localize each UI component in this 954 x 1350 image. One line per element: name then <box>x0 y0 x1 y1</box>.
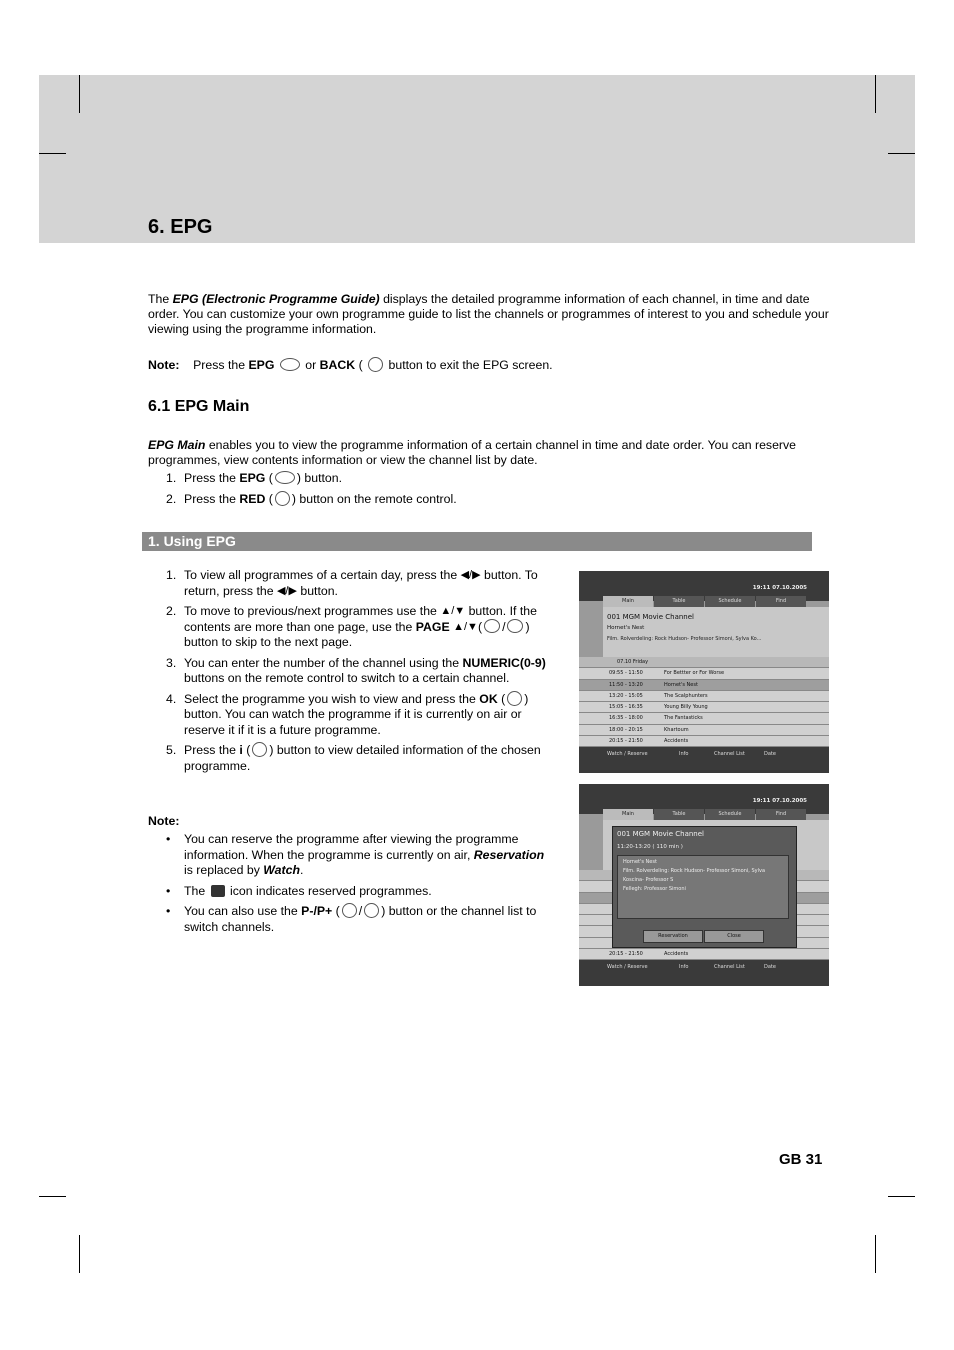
row-time: 16:35 - 18:00 <box>609 715 643 722</box>
note-post: button to exit the EPG screen. <box>385 358 553 372</box>
step-text: button to skip to the next page. <box>184 635 353 649</box>
dialog-time: 11:20-13:20 ( 110 min ) <box>617 844 683 850</box>
dialog-line: Fellegh: Professor Simoni <box>623 886 686 892</box>
watch-term: Watch <box>263 863 300 877</box>
list-item: 2. To move to previous/next programmes use the ▲/▼ button. If the contents are more than one page, use the PAGE ▲/▼( / ) button to skip to the next page. <box>166 604 537 649</box>
row-title: Hornet's Nest <box>664 681 698 688</box>
reserved-icon <box>211 885 225 897</box>
table-row[interactable] <box>579 713 829 724</box>
step-number: 4. <box>166 691 177 706</box>
step-number: 1. <box>166 471 177 485</box>
row-time: 13:20 - 15:05 <box>609 692 643 699</box>
page-up-button-icon <box>484 619 500 633</box>
table-row[interactable] <box>579 680 829 691</box>
epg-button-icon <box>280 358 300 371</box>
step-number: 5. <box>166 743 177 757</box>
tab-table[interactable]: Table <box>654 809 704 820</box>
row-title: Accidents <box>664 951 689 958</box>
list-item <box>166 656 556 687</box>
bullet-icon: • <box>166 832 171 846</box>
intro-pre: The <box>148 292 173 306</box>
tab-schedule[interactable]: Schedule <box>705 596 755 607</box>
row-title: Accidents <box>664 738 689 745</box>
bullet-icon: • <box>166 883 171 898</box>
epg-button-icon <box>275 471 295 484</box>
bullet-text: . <box>299 863 304 877</box>
section-intro <box>148 438 838 468</box>
note-pre: Press the <box>193 358 249 372</box>
up-down-arrows-icon: ▲/▼ <box>440 605 466 617</box>
hint-channel-list: Channel List <box>714 964 745 970</box>
hint-info: Info <box>679 964 689 970</box>
row-time: 15:05 - 16:35 <box>609 704 643 711</box>
step-key: RED <box>239 491 266 506</box>
p-plus-button-icon <box>364 903 379 918</box>
section-bar <box>142 532 812 551</box>
screen-clock: 19:11 07.10.2005 <box>752 585 807 591</box>
section-bar-title: 1. Using EPG <box>148 533 236 549</box>
section-intro-term: EPG Main <box>148 438 206 452</box>
step-text: Press the <box>184 471 240 485</box>
section-intro-text: enables you to view the programme information of a certain channel in time and date order. You can reserve programmes, view contents information or view the channel list by date. <box>148 438 797 467</box>
tab-main[interactable]: Main <box>603 596 653 608</box>
table-row[interactable] <box>579 691 829 702</box>
bullet-text: The <box>184 883 209 898</box>
reservation-term: Reservation <box>473 847 545 862</box>
hint-info: Info <box>679 751 689 757</box>
reservation-button[interactable]: Reservation <box>643 930 703 943</box>
row-time: 18:00 - 20:15 <box>609 726 643 733</box>
step-text: button. <box>296 583 338 598</box>
note-label: Note: <box>148 358 180 372</box>
left-right-arrows-icon: ◀/▶ <box>276 584 297 597</box>
step-number: 1. <box>166 568 177 582</box>
tab-table[interactable]: Table <box>654 596 704 607</box>
programme-list <box>579 657 829 747</box>
table-row[interactable] <box>579 725 829 736</box>
page-title: 6. EPG <box>148 216 213 238</box>
screen-footer <box>579 960 829 986</box>
row-title: For Bettter or For Worse <box>664 670 725 677</box>
hint-watch-reserve: Watch / Reserve <box>607 751 648 757</box>
crop-mark <box>39 153 66 154</box>
programme-title: Hornet's Nest <box>607 625 645 631</box>
row-time: 20:15 - 21:50 <box>609 738 643 745</box>
crop-mark <box>875 1235 876 1273</box>
list-item: 2. Press the RED ( ) button on the remote control. <box>166 491 457 506</box>
left-right-arrows-icon: ◀/▶ <box>460 569 481 581</box>
close-button[interactable]: Close <box>704 930 764 943</box>
list-item <box>166 832 556 879</box>
date-row[interactable]: 07.10 Friday <box>579 657 829 668</box>
intro-term: EPG (Electronic Programme Guide) <box>172 292 380 306</box>
note-or: or <box>301 358 320 372</box>
note-bullets <box>166 832 556 940</box>
hint-watch-reserve: Watch / Reserve <box>607 964 648 970</box>
step-text: buttons on the remote control to switch to a certain channel. <box>184 671 510 685</box>
row-title: Khartoum <box>664 726 689 733</box>
hint-channel-list: Channel List <box>714 751 745 757</box>
dialog-line: Film. Rolverdeling: Rock Hudson- Professor Simoni, Sylva <box>623 868 766 874</box>
p-key: P-/P+ <box>301 904 333 918</box>
numeric-key: NUMERIC(0-9) <box>462 655 546 670</box>
list-item: 5. Press the i ( ) button to view detailed information of the chosen programme. <box>166 743 541 773</box>
step-text: Press the <box>184 743 240 757</box>
step-text: button. You can watch the programme if it is currently on air or reserve it if it is a future programme. <box>184 707 522 737</box>
section-title: 6.1 EPG Main <box>148 398 250 415</box>
row-time: 09:55 - 11:50 <box>609 670 643 677</box>
step-text: To move to previous/next programmes use the <box>184 604 441 618</box>
bullet-text: is replaced by <box>184 863 264 877</box>
note-exit: Note: Press the EPG or BACK ( button to exit the EPG screen. <box>148 358 553 372</box>
list-item: 1. Press the EPG ( ) button. <box>166 471 342 485</box>
epg-detail-screenshot <box>579 784 829 986</box>
crop-mark <box>39 1196 66 1197</box>
list-item <box>166 884 556 900</box>
red-button-icon <box>275 491 290 506</box>
row-time: 11:50 - 13:20 <box>609 681 643 688</box>
step-text: To view all programmes of a certain day, press the <box>184 568 461 582</box>
step-text: Press the <box>184 491 240 506</box>
ok-button-icon <box>507 691 522 706</box>
row-title: The Scalphunters <box>664 692 708 699</box>
dialog-line: Koscina- Professor S <box>623 877 674 883</box>
epg-main-steps <box>166 471 457 509</box>
step-text: Select the programme you wish to view and press the <box>184 691 480 706</box>
up-down-arrows-icon: ▲/▼ <box>453 620 478 633</box>
epg-main-screenshot <box>579 571 829 773</box>
bullet-text: You can also use the <box>184 904 302 918</box>
table-row[interactable] <box>579 949 829 960</box>
step-key: EPG <box>239 471 266 485</box>
page-number: GB 31 <box>779 1151 823 1168</box>
page-key: PAGE <box>415 619 450 634</box>
row-time: 20:15 - 21:50 <box>609 951 643 958</box>
programme-description: Film. Rolverdeling: Rock Hudson- Professor Simoni, Sylva Ko... <box>607 636 762 642</box>
using-epg-list <box>166 568 556 779</box>
step-text: button on the remote control. <box>295 491 457 506</box>
bullet-icon: • <box>166 904 171 918</box>
bullet-text: button or the channel list to switch channels. <box>184 904 537 934</box>
table-row[interactable] <box>579 736 829 747</box>
tab-find[interactable]: Find <box>756 809 806 820</box>
tab-schedule[interactable]: Schedule <box>705 809 755 820</box>
step-text: button to view detailed information of the chosen programme. <box>184 743 541 773</box>
dialog-body <box>617 855 789 919</box>
note-heading: Note: <box>148 814 180 828</box>
dialog-line: Hornet's Nest <box>623 859 657 865</box>
page-down-button-icon <box>507 619 523 633</box>
list-item: • You can also use the P-/P+ ( / ) button or the channel list to switch channels. <box>166 904 537 934</box>
step-number: 3. <box>166 655 177 670</box>
step-text: button. <box>300 471 342 485</box>
screen-clock: 19:11 07.10.2005 <box>752 798 807 804</box>
table-row[interactable] <box>579 702 829 713</box>
crop-mark <box>875 75 876 113</box>
p-minus-button-icon <box>342 903 357 918</box>
row-title: The Fantasticks <box>664 715 703 722</box>
bullet-text: icon indicates reserved programmes. <box>226 883 432 898</box>
intro-post: displays the detailed programme information of each channel, in time and date order. You can customize your own programme guide to list the channels or programmes of interest to you and schedule your viewing using the programme information. <box>148 292 829 336</box>
crop-mark <box>79 1235 80 1273</box>
note-back: BACK <box>319 358 356 372</box>
tab-find[interactable]: Find <box>756 596 806 607</box>
hint-date: Date <box>764 964 776 970</box>
tab-main[interactable]: Main <box>603 809 653 821</box>
list-item: 4. Select the programme you wish to view and press the OK ( ) button. You can watch the programme if it is currently on air or reserve it if it is a future programme. <box>166 691 529 737</box>
step-text: button. If the contents are more than one page, use the <box>184 604 537 634</box>
ok-key: OK <box>479 691 498 706</box>
info-button-icon <box>252 742 267 757</box>
note-epg: EPG <box>248 358 275 372</box>
back-button-icon <box>368 357 383 372</box>
list-item <box>166 568 556 599</box>
step-number: 2. <box>166 491 177 506</box>
step-text: button. To return, press the <box>184 568 538 598</box>
step-number: 2. <box>166 604 177 618</box>
table-row[interactable] <box>579 668 829 679</box>
dialog-title: 001 MGM Movie Channel <box>617 830 704 838</box>
crop-mark <box>888 1196 915 1197</box>
step-text: You can enter the number of the channel using the <box>184 655 463 670</box>
channel-name: 001 MGM Movie Channel <box>607 613 694 621</box>
hint-date: Date <box>764 751 776 757</box>
crop-mark <box>79 75 80 113</box>
row-title: Young Billy Young <box>664 704 708 711</box>
info-key: i <box>239 743 243 757</box>
programme-detail-dialog <box>612 826 797 948</box>
bullet-text: You can reserve the programme after viewing the programme information. When the programme is currently on air, <box>184 832 519 862</box>
crop-mark <box>888 153 915 154</box>
screen-footer <box>579 747 829 773</box>
programme-info <box>603 607 829 657</box>
intro-paragraph <box>148 292 838 337</box>
